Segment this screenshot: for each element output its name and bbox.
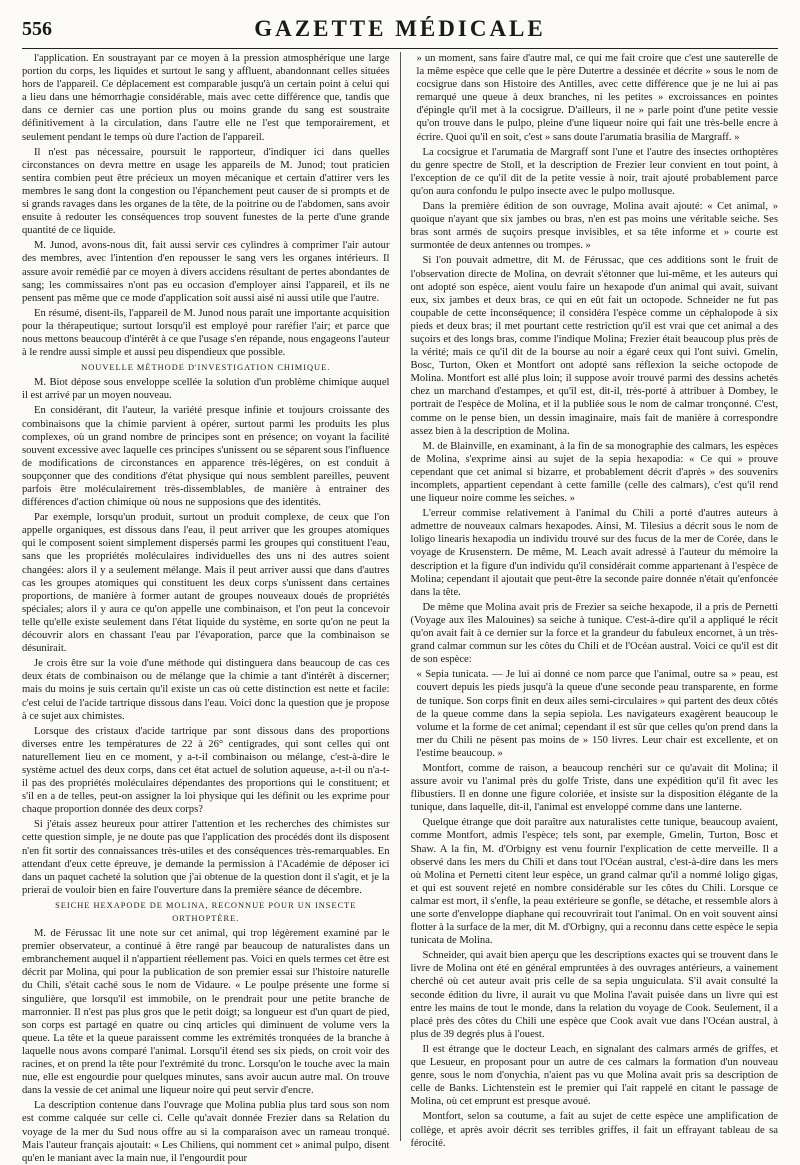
paragraph: Schneider, qui avait bien aperçu que les descriptions exactes qui se trouvent dans le livre de Molina ont été en général empruntées à des ouvrages antérieurs, a vainement cherché où cet auteur avait pris celle de sa sepia unguiculata. S'il avait consulté la seconde édition du livre, il aurait vu que Molina l'avait puisée dans un livre qui est entre les mains de tout le monde, dans la relation du voyage de Cook. Seulement, il a placé près des côtes du Chili une espèce que Cook avait vue dans l'Océan austral, à plus de 39 degrés plus à l'ouest. (410, 950, 778, 1040)
right-column (410, 52, 779, 1149)
quotation: « Sepia tunicata. — Je lui ai donné ce nom parce que l'animal, outre sa » peau, est couvert depuis les pieds jusqu'à la queue d'une seconde peau transparente, en forme de tunique. Son corps finit en deux ailes semi-circulaires » qui partent des deux côtés de la queue comme dans la sepia sepiola. Les navigateurs exagèrent beaucoup le volume et la forme de cet animal; cependant il est sûr que celles qu'on prend dans la mer du Chili ne pèsent pas moins de » 150 livres. Leur chair est excellente, et on l'estime beaucoup. » (416, 669, 778, 759)
paragraph: De même que Molina avait pris de Frezier sa seiche hexapode, il a pris de Pernetti (Voyage aux îles Malouines) sa seiche à tunique. C'est-à-dire qu'il a appliqué le récit qu'on avait fait à ce dernier sur la force et la grandeur du fabuleux encornet, à un très-grand calmar commun sur les côtes du Chili et de l'Océan austral. Voici ce qu'il est dit de son espèce: (410, 601, 778, 666)
paragraph: Dans la première édition de son ouvrage, Molina avait ajouté: « Cet animal, » quoique n'ayant que six jambes ou bras, n'en est pas moins une véritable seiche. Ses bras sont armés de suçoirs presque invisibles, et sa tête informe et » courte est surmontée de deux antennes ou trompes. » (410, 201, 778, 252)
page-number: 556 (22, 18, 52, 40)
quotation: » un moment, sans faire d'autre mal, ce qui me fait croire que c'est une sauterelle de la même espèce que celle que le père Dutertre a dessinée et décrite » sous le nom de cocsigrue dans son Histoire des Antilles, avec cette différence que je ne lui ai pas remarqué une queue à deux branches, ni les petites » excroissances en pointes d'épingle qu'il met à la cocsigrue. D'ailleurs, il ne » parle point d'une petite vessie qu'on trouve dans le pulpo, pleine d'une liqueur noire qui fait une très-belle encre à écrire. Quoi qu'il en soit, c'est » sans doute l'arumatia brasilia de Margraff. » (416, 53, 778, 143)
paragraph: Par exemple, lorsqu'un produit, surtout un produit complexe, de ceux que l'on appelle organiques, est dissous dans l'eau, il peut arriver que les groupes atomiques qui le composent soient simplement dispersés parmi les groupes qui constituent l'eau, sans que les propriétés moléculaires individuelles des uns ni des autres soient changées: alors il y a seulement mélange. Mais il peut arriver aussi que dans d'autres cas les groupes atomiques qui constituent les deux corps s'unissent dans certaines proportions, de manière à former autant de groupes nouveaux doués de propriétés spéciales; alors il y aura ce qu'on appelle une combinaison, et l'on peut la concevoir telle qu'elle existe seulement dans l'état liquide du système, en sorte qu'on ne peut la découvrir alors en chassant l'eau par l'évaporation, parce que la combinaison se désunirait. (22, 512, 390, 655)
section-heading: SEICHE HEXAPODE DE MOLINA, RECONNUE POUR UN INSECTE ORTHOPTÈRE. (55, 900, 357, 923)
paragraph: M. de Blainville, en examinant, à la fin de sa monographie des calmars, les espèces de Molina, s'exprime ainsi au sujet de la sepia hexapodia: « Ce qui » prouve cependant que cet animal si bizarre, et probablement décrit d'après » des souvenirs incomplets, appartient cependant à cette famille (celle des calmars), c'est qu'il rend une liqueur noire comme les seiches. » (410, 440, 778, 505)
column-divider (400, 52, 401, 1141)
left-column (22, 52, 390, 1164)
paragraph: La cocsigrue et l'arumatia de Margraff sont l'une et l'autre des insectes orthoptères du genre spectre de Stoll, et la description de Frezier leur convient en tout point, à l'exception de ce qu'il dit de la petite vessie à noir, trait ajouté probablement parce qu'on aura confondu le pulpo insecte avec le pulpo mollusque. (410, 146, 778, 197)
paragraph: Quelque étrange que doit paraître aux naturalistes cette tunique, beaucoup avaient, comme Montfort, admis l'espèce; tels sont, par exemple, Gmelin, Turton, Bosc et Shaw. A la fin, M. d'Orbigny est venu fournir l'explication de cette merveille. Il a observé dans les mers du Chili et dans tout l'Océan austral, c'est-à-dire dans les mers où Molina et Pernetti citent leur espèce, un grand calmar qu'il a nommé loligo gigas, et qui est souvent rejeté en nombre considérable sur les côtes du Chili. Lorsque ce calmar est mort, il s'enfle, la peau extérieure se gonfle, se détache, et ressemble alors à une sorte d'enveloppe diaphane qui recouvrirait tout l'animal. On en voit souvent ainsi flotter à la surface de la mer, dit M. d'Orbigny, qui a reconnu dans cette espèce le sepia tunicata de Molina. (410, 817, 778, 947)
paragraph: Montfort, comme de raison, a beaucoup renchéri sur ce qu'avait dit Molina; il assure avoir vu l'animal près du golfe Triste, dans une expédition qu'il fit avec les flibustiers. Il en donne une figure coloriée, et insiste sur la disposition élégante de la tunique, dans laquelle, dit-il, l'animal est enveloppé comme dans une lanterne. (410, 762, 778, 814)
paragraph: Si l'on pouvait admettre, dit M. de Férussac, que ces additions sont le fruit de l'observation directe de Molina, on devrait s'étonner que lui-même, et les auteurs qui ont adopté son espèce, aient voulu faire un hexapode d'un animal qui avait, suivant eux, six jambes et deux bras, ce qui en eût fait un octopode. Schneider ne fut pas coupable de cette inconséquence; il considéra l'espèce comme un céphalopode à six pieds et deux bras; il met pourtant cette restriction qu'il est vrai que cet animal a des suçoirs et des longs bras, comme l'indique Molina; Frezier était beaucoup plus près de la vérité; mais ce qu'il dit de la bourse au noir a égaré ceux qui l'ont suivi. Gmelin, Bosc, Turton, Oken et Montfort ont adopté sans réflexion la seiche octopode de Molina. Montfort est allé plus loin; il suppose avoir trouvé parmi des dessins achetés chez un marchand d'estampes, et qu'il est, dit-il, très-porté à attribuer à Dombey, le portrait de l'espèce de Molina, et il la publiée sous le nom de calmar tronçonné. C'est, comme on le pense bien, un dessin imaginaire, mais fait de manière à correspondre assez bien à la description de Molina. (410, 255, 778, 437)
paragraph: En résumé, disent-ils, l'appareil de M. Junod nous paraît une importante acquisition pour la thérapeutique; surtout lorsqu'il est employé pour raréfier l'air; et parce que nous mettons beaucoup d'intérêt à ce que l'usage s'en répande, nous engageons l'auteur à le rendre aussi simple et aussi peu dispendieux que possible. (22, 307, 390, 359)
paragraph: Il est étrange que le docteur Leach, en signalant des calmars armés de griffes, et que Lesueur, en proposant pour un autre de ces calmars la formation d'un nouveau genre, sous le nom d'onychia, n'aient pas vu que Molina avait pris sa description de celle de Banks. Lichtenstein est le premier qui l'ait rappelé en citant le passage de Molina, où cet emprunt est presque avoué. (410, 1043, 778, 1108)
paragraph: La description contenue dans l'ouvrage que Molina publia plus tard sous son nom est comme calquée sur celle ci. Celle qu'avait donnée Frezier dans sa Relation du voyage de la mer du Sud nous offre au si la comparaison avec un rameau tronqué. Mais l'auteur français ajoutait: « Les Chiliens, qui nomment cet » animal pulpo, disent qu'en le maniant avec la main nue, il l'engourdit pour (22, 1100, 390, 1164)
journal-title: GAZETTE MÉDICALE (254, 16, 546, 41)
paragraph: Je crois être sur la voie d'une méthode qui distinguera dans beaucoup de cas ces deux états de combinaison ou de mélange que la chimie a tant d'intérêt à discerner; mais du moins je suis certain qu'il existe un cas où cette distinction est nette et facile: c'est celui de l'acide tartrique dissous dans l'eau. Voici donc la question que je propose à ce sujet aux chimistes. (22, 658, 390, 722)
paragraph: En considérant, dit l'auteur, la variété presque infinie et toujours croissante des combinaisons que la chimie parvient à opérer, surtout parmi les produits les plus complexes, où un grand nombre de principes sont en présence; on voyant la facilité souvent excessive avec laquelle ces principes s'unissent ou se séparent sous l'influence de modifications de circonstances en apparence très-légères, on est conduit à soupçonner que des conditions d'état physique qui nous semblent pareilles, peuvent parfois être moléculairement très-dissemblables, de manière à entrainer des différences d'action chimique où nous ne supposions que des identités. (22, 405, 390, 509)
paragraph: M. Biot dépose sous enveloppe scellée la solution d'un problème chimique auquel il est arrivé par un moyen nouveau. (22, 377, 390, 402)
section-heading: NOUVELLE MÉTHODE D'INVESTIGATION CHIMIQUE. (81, 363, 331, 373)
paragraph: M. Junod, avons-nous dit, fait aussi servir ces cylindres à comprimer l'air autour des membres, avec l'intention d'en repousser le sang vers les organes intérieurs. Il assure avoir remédié par ce moyen à divers accidens résultant de pertes abondantes de sang; les commissaires n'ont pas eu occasion d'employer ainsi l'appareil, et ils ne pensent pas même que ce mode d'application soit aussi aisé ni aussi utile que l'autre. (22, 240, 390, 304)
text-columns (22, 52, 778, 1164)
paragraph: Lorsque des cristaux d'acide tartrique par sont dissous dans des proportions diverses entre les températures de 22 à 26° centigrades, qui sont celles qui ont naturellement lieu en ce moment, y a-t-il combinaison ou mélange, c'est-à-dire le système actuel des deux corps, dans cet état actuel de solution aqueuse, a-t-il ou n'a-t-il pas des propriétés moléculaires dépendantes des proportions qui le constituent; et s'il en a de telles, peut-on assigner la loi physique qui les définit ou les exprime pour chaque proportion donnée des deux corps? (22, 725, 390, 816)
paragraph: Montfort, selon sa coutume, a fait au sujet de cette espèce une amplification de collège, et après avoir décrit ses terribles griffes, il fait un effrayant tableau de sa férocité. (410, 1111, 778, 1149)
paragraph: L'erreur commise relativement à l'animal du Chili a porté d'autres auteurs à admettre de nouveaux calmars hexapodes. Ainsi, M. Tilesius a décrit sous le nom de loligo linearis hexapodia un individu trouvé sur des fucus de la mer de Corée, dans le voyage de Krusenstern. De même, M. Leach avait adressé à l'auteur du mémoire la description et la figure d'un individu qu'il considérait comme appartenant à l'espèce de Molina; cependant il ajoutait que peut-être la seconde paire donnée n'était qu'enfoncée dans la tête. (410, 508, 778, 598)
paragraph: Il n'est pas nécessaire, poursuit le rapporteur, d'indiquer ici dans quelles circonstances on devra mettre en usage les appareils de M. Junod; tout praticien sentira combien peut être précieux un moyen mécanique et certain d'attirer vers les membres le sang dont la congestion ou l'épanchement peut causer de si prompts et de si grands ravages dans les organes de la tête, de la poitrine ou de l'abdomen, sans avoir ensuite à redouter les conséquences trop souvent funestes de la perte d'une grande quantité de ce liquide. (22, 146, 390, 237)
page-header (22, 6, 778, 50)
paragraph: l'application. En soustrayant par ce moyen à la pression atmosphérique une large portion du corps, les liquides et surtout le sang y affluent, abandonnant celles situées hors de l'appareil. Ce déplacement est comparable jusqu'à un certain point à celui qui a lieu dans une hémorrhagie considérable, mais avec cette différence que, tandis que dans ce dernier cas une portion plus ou moins grande du sang est soustraite définitivement à la circulation, dans l'autre elle ne l'est que temporairement, et seulement pendant le temps où dure l'action de l'appareil. (22, 53, 390, 143)
header-rule (22, 48, 778, 49)
paragraph: M. de Férussac lit une note sur cet animal, qui trop légèrement examiné par le premier observateur, a continué à être rangé par beaucoup de naturalistes dans un embranchement auquel il n'appartient réellement pas. Voici en quels termes cet être est décrit par Molina, qui pour la publication de son premier essai sur l'histoire naturelle du Chili, s'était caché sous le nom de Vidaure. « Le poulpe présente une forme si singulière, que lorsqu'il est immobile, on le prendrait pour une petite branche de marronnier. Il n'est pas plus gros que le petit doigt; sa longueur est d'un quart de pied, son corps est partagé en quatre ou cinq articles qui diminuent de volume vers la queue. La tête et la queue paraissent comme les extrémités tronquées de la branche à laquelle nous avons comparé l'animal. Lorsqu'il étend ses six pieds, on croit voir des racines, et on prend la tête pour l'extrémité du tronc. Lorsqu'on le touche avec la main nue, elle est engourdie pour quelques minutes, sans avoir aucun autre mal. On trouve dans la vessie de cet animal une liqueur noire qui peut servir d'encre. (22, 928, 390, 1097)
paragraph: Si j'étais assez heureux pour attirer l'attention et les recherches des chimistes sur cette question simple, je ne doute pas que l'application des procédés dont ils disposent n'en fit sortir des connaissances très-utiles et des conséquences très-remarquables. En attendant d'eux cette épreuve, je demande la permission à l'Académie de déposer ici dans un paquet cacheté la solution que j'ai obtenue de la question dont il s'agit, et je la prierai de vouloir bien en faire l'ouverture dans la première séance de décembre. (22, 819, 390, 896)
